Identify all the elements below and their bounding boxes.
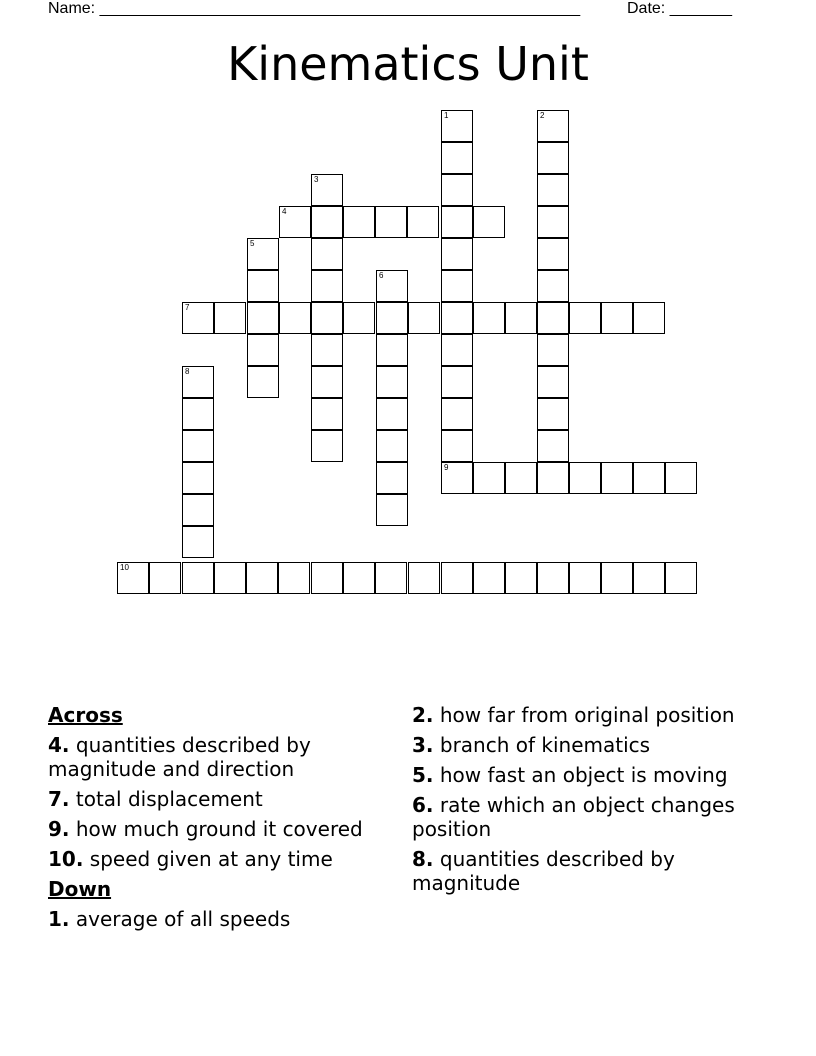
crossword-cell[interactable] xyxy=(537,430,569,462)
crossword-cell[interactable] xyxy=(537,366,569,398)
crossword-cell[interactable] xyxy=(311,174,343,206)
crossword-cell[interactable] xyxy=(601,302,633,334)
across-heading: Across xyxy=(48,703,123,727)
clue-text: speed given at any time xyxy=(89,847,333,871)
crossword-cell[interactable] xyxy=(182,430,214,462)
crossword-cell[interactable] xyxy=(537,110,569,142)
clue-down-8 xyxy=(412,847,742,895)
crossword-cell[interactable] xyxy=(376,462,408,494)
crossword-cell[interactable] xyxy=(441,270,473,302)
crossword-cell[interactable] xyxy=(441,462,473,494)
crossword-cell[interactable] xyxy=(182,526,214,558)
clue-number-label: 7 xyxy=(185,303,190,312)
clue-number: 1. xyxy=(48,907,70,931)
crossword-cell[interactable] xyxy=(182,302,214,334)
clue-number: 7. xyxy=(48,787,70,811)
clue-number: 2. xyxy=(412,703,434,727)
crossword-cell[interactable] xyxy=(473,562,505,594)
crossword-cell[interactable] xyxy=(441,366,473,398)
crossword-cell[interactable] xyxy=(311,334,343,366)
crossword-cell[interactable] xyxy=(569,562,601,594)
crossword-cell[interactable] xyxy=(376,366,408,398)
crossword-cell[interactable] xyxy=(311,430,343,462)
crossword-cell[interactable] xyxy=(441,398,473,430)
clue-text: quantities described by magnitude and direction xyxy=(48,733,311,781)
crossword-cell[interactable] xyxy=(537,174,569,206)
crossword-cell[interactable] xyxy=(408,562,440,594)
clue-number-label: 5 xyxy=(250,239,255,248)
crossword-cell[interactable] xyxy=(278,562,310,594)
crossword-cell[interactable] xyxy=(537,238,569,270)
crossword-cell[interactable] xyxy=(311,398,343,430)
clue-across-10 xyxy=(48,847,378,871)
clue-text: how far from original position xyxy=(439,703,735,727)
clue-number: 3. xyxy=(412,733,434,757)
crossword-cell[interactable] xyxy=(247,238,279,270)
clue-down-6 xyxy=(412,793,742,841)
crossword-cell[interactable] xyxy=(149,562,181,594)
name-field[interactable]: Name: ______________________________________________________ xyxy=(48,0,581,17)
clue-text: how much ground it covered xyxy=(75,817,363,841)
crossword-cell[interactable] xyxy=(311,562,343,594)
crossword-cell[interactable] xyxy=(537,334,569,366)
crossword-cell[interactable] xyxy=(505,302,537,334)
clue-number: 4. xyxy=(48,733,70,757)
crossword-cell[interactable] xyxy=(407,206,439,238)
crossword-cell[interactable] xyxy=(601,462,633,494)
crossword-cell[interactable] xyxy=(441,142,473,174)
crossword-cell[interactable] xyxy=(247,334,279,366)
crossword-cell[interactable] xyxy=(376,494,408,526)
clue-text: branch of kinematics xyxy=(439,733,651,757)
clue-number: 6. xyxy=(412,793,434,817)
down-heading: Down xyxy=(48,877,112,901)
crossword-cell[interactable] xyxy=(569,462,601,494)
crossword-cell[interactable] xyxy=(633,302,665,334)
crossword-cell[interactable] xyxy=(182,494,214,526)
crossword-cell[interactable] xyxy=(376,398,408,430)
crossword-cell[interactable] xyxy=(376,302,408,334)
crossword-cell[interactable] xyxy=(376,270,408,302)
clue-text: total displacement xyxy=(75,787,263,811)
crossword-cell[interactable] xyxy=(279,302,311,334)
crossword-cell[interactable] xyxy=(505,462,537,494)
crossword-cell[interactable] xyxy=(473,462,505,494)
crossword-cell[interactable] xyxy=(279,206,311,238)
clue-number-label: 9 xyxy=(444,463,449,472)
crossword-cell[interactable] xyxy=(537,562,569,594)
crossword-cell[interactable] xyxy=(214,562,246,594)
crossword-cell[interactable] xyxy=(633,562,665,594)
clue-across-7 xyxy=(48,787,378,811)
clue-number: 8. xyxy=(412,847,434,871)
crossword-cell[interactable] xyxy=(375,206,407,238)
clue-down-3 xyxy=(412,733,742,757)
crossword-cell[interactable] xyxy=(182,398,214,430)
date-field[interactable]: Date: _______ xyxy=(627,0,732,17)
clue-number-label: 4 xyxy=(282,207,287,216)
crossword-cell[interactable] xyxy=(441,174,473,206)
crossword-cell[interactable] xyxy=(182,562,214,594)
crossword-cell[interactable] xyxy=(311,366,343,398)
crossword-cell[interactable] xyxy=(182,462,214,494)
clue-number: 5. xyxy=(412,763,434,787)
crossword-cell[interactable] xyxy=(665,562,697,594)
crossword-cell[interactable] xyxy=(311,302,343,334)
crossword-cell[interactable] xyxy=(473,302,505,334)
crossword-cell[interactable] xyxy=(473,206,505,238)
crossword-cell[interactable] xyxy=(569,302,601,334)
clue-number-label: 3 xyxy=(314,175,319,184)
clue-number-label: 1 xyxy=(444,111,449,120)
clue-down-2 xyxy=(412,703,742,727)
crossword-cell[interactable] xyxy=(343,206,375,238)
crossword-cell[interactable] xyxy=(343,562,375,594)
crossword-cell[interactable] xyxy=(408,302,440,334)
crossword-cell[interactable] xyxy=(311,270,343,302)
crossword-cell[interactable] xyxy=(311,238,343,270)
crossword-cell[interactable] xyxy=(441,562,473,594)
crossword-cell[interactable] xyxy=(343,302,375,334)
clue-down-1 xyxy=(48,907,378,931)
crossword-cell[interactable] xyxy=(182,366,214,398)
crossword-cell[interactable] xyxy=(633,462,665,494)
clue-number-label: 6 xyxy=(379,271,384,280)
crossword-cell[interactable] xyxy=(441,110,473,142)
clue-text: how fast an object is moving xyxy=(439,763,728,787)
clue-number: 9. xyxy=(48,817,70,841)
crossword-cell[interactable] xyxy=(247,366,279,398)
clues-right-column xyxy=(412,703,742,901)
clue-down-5 xyxy=(412,763,742,787)
crossword-cell[interactable] xyxy=(117,562,149,594)
crossword-cell[interactable] xyxy=(441,238,473,270)
crossword-cell[interactable] xyxy=(505,562,537,594)
crossword-cell[interactable] xyxy=(247,302,279,334)
clue-across-4 xyxy=(48,733,378,781)
clue-number-label: 8 xyxy=(185,367,190,376)
crossword-cell[interactable] xyxy=(601,562,633,594)
crossword-cell[interactable] xyxy=(376,430,408,462)
clue-text: average of all speeds xyxy=(75,907,291,931)
crossword-cell[interactable] xyxy=(537,462,569,494)
clue-text: quantities described by magnitude xyxy=(412,847,675,895)
clue-number-label: 2 xyxy=(540,111,545,120)
crossword-cell[interactable] xyxy=(375,562,407,594)
crossword-cell[interactable] xyxy=(537,270,569,302)
clues-left-column xyxy=(48,703,378,937)
crossword-cell[interactable] xyxy=(441,302,473,334)
clue-text: rate which an object changes position xyxy=(412,793,735,841)
crossword-cell[interactable] xyxy=(537,398,569,430)
clue-number-label: 10 xyxy=(120,563,129,572)
crossword-cell[interactable] xyxy=(537,206,569,238)
crossword-cell[interactable] xyxy=(441,430,473,462)
crossword-cell[interactable] xyxy=(247,270,279,302)
crossword-cell[interactable] xyxy=(441,334,473,366)
crossword-cell[interactable] xyxy=(214,302,246,334)
crossword-cell[interactable] xyxy=(246,562,278,594)
clue-number: 10. xyxy=(48,847,84,871)
crossword-cell[interactable] xyxy=(537,142,569,174)
crossword-cell[interactable] xyxy=(441,206,473,238)
crossword-cell[interactable] xyxy=(665,462,697,494)
crossword-cell[interactable] xyxy=(376,334,408,366)
crossword-cell[interactable] xyxy=(537,302,569,334)
clue-across-9 xyxy=(48,817,378,841)
puzzle-title: Kinematics Unit xyxy=(227,37,589,91)
crossword-cell[interactable] xyxy=(311,206,343,238)
